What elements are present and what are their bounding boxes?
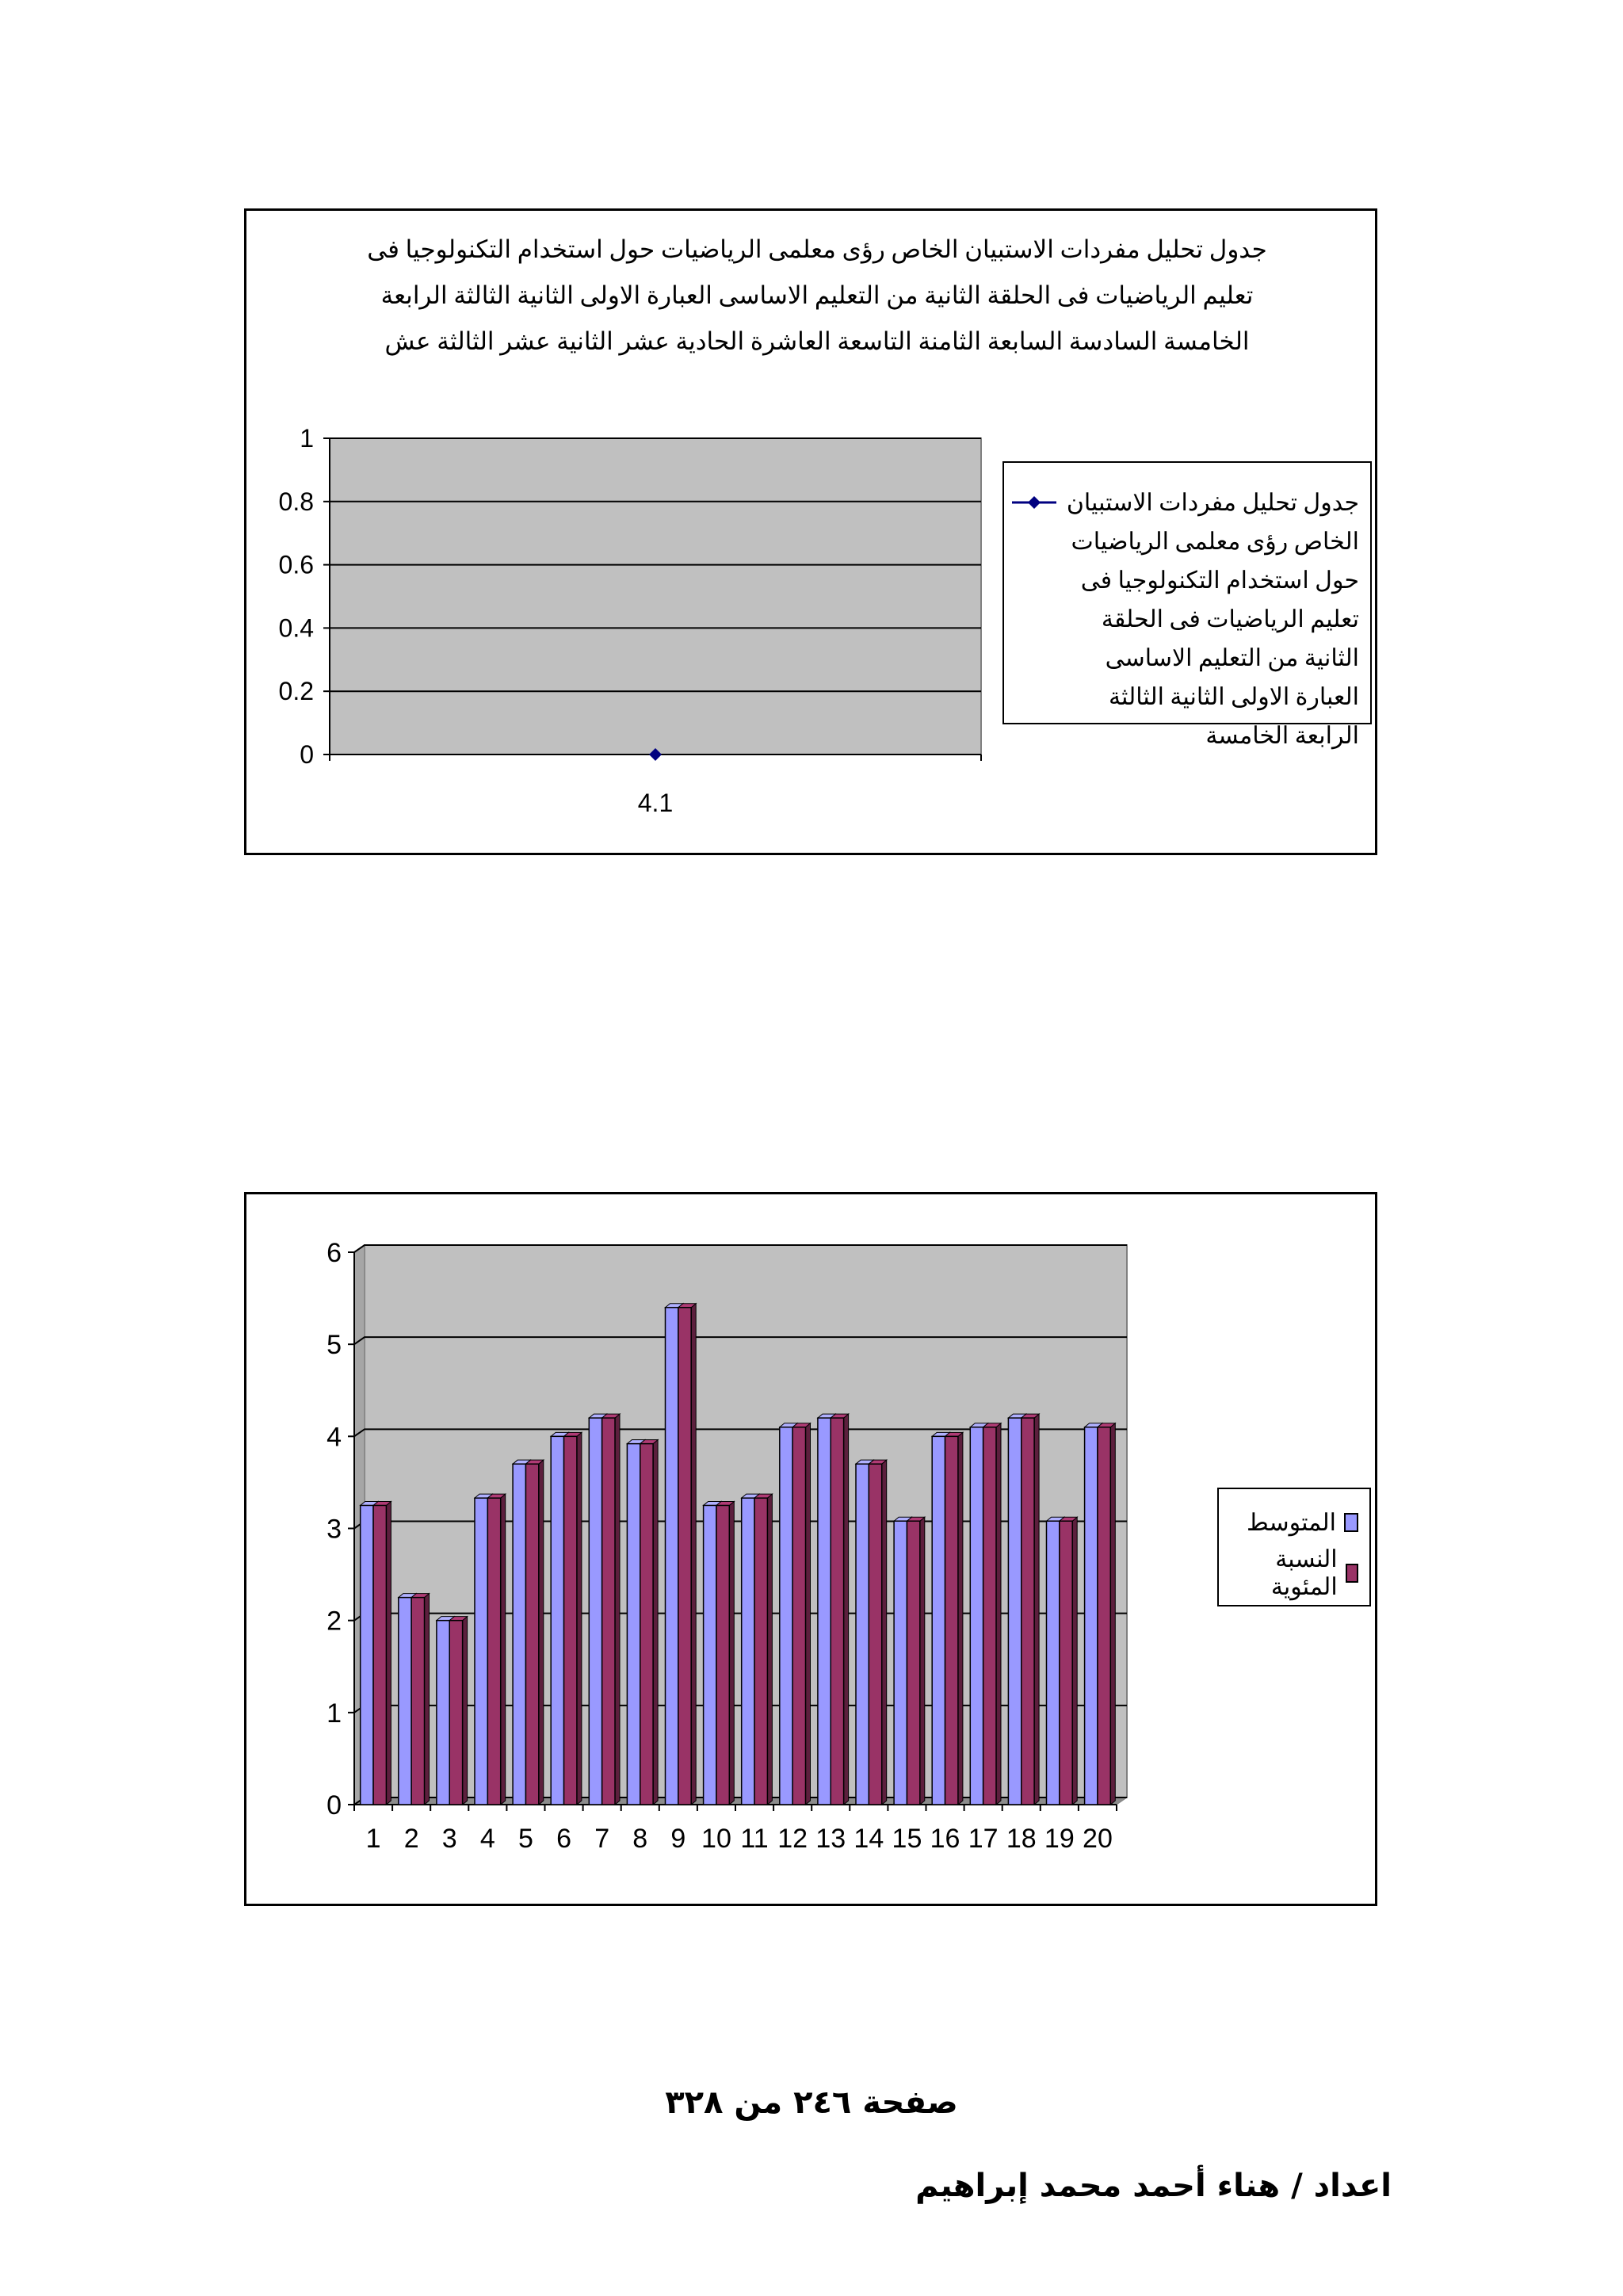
bar-side [882,1460,887,1805]
bar [704,1505,716,1805]
bar [665,1308,678,1805]
bar [894,1521,907,1805]
legend-line-marker [1012,495,1056,510]
bar-side [463,1617,468,1805]
x-tick-label: 10 [701,1824,731,1854]
y-tick-label: 2 [327,1606,342,1637]
y-tick-label: 5 [327,1330,342,1361]
bar [361,1505,373,1805]
bar-chart [246,1194,1375,1904]
author-credit: اعداد / هناء أحمد محمد إبراهيم [915,2168,1392,2204]
line-chart-frame [244,208,1377,855]
x-tick-label: 17 [968,1824,999,1854]
legend-item-average [1247,1507,1358,1538]
y-tick-label: 0 [327,1790,342,1820]
bar-side [996,1423,1001,1805]
y-tick-label: 0.2 [278,677,314,706]
bar [1060,1521,1072,1805]
y-tick-label: 0.8 [278,487,314,516]
bar [716,1505,729,1805]
bar [551,1436,563,1805]
bar [627,1444,640,1805]
x-tick-label: 11 [740,1824,769,1854]
bar [449,1621,462,1805]
bar [907,1521,919,1805]
x-tick-label: 9 [670,1824,686,1854]
page-number: صفحة ٢٤٦ من ٣٢٨ [665,2084,958,2121]
bar-side [501,1494,506,1805]
bar [742,1498,754,1805]
x-tick-label: 14 [854,1824,884,1854]
chart-legend [1217,1488,1371,1606]
bar-side [958,1432,963,1805]
bar [487,1498,500,1805]
bar-side [577,1432,582,1805]
legend-item-percentage [1219,1546,1358,1600]
x-tick-label: 15 [892,1824,922,1854]
y-tick-label: 1 [327,1698,342,1729]
bar [589,1418,601,1805]
legend-label: النسبة المئوية [1270,1546,1338,1600]
bar [437,1621,449,1805]
x-tick-label: 19 [1044,1824,1075,1854]
bar-side [653,1440,658,1805]
y-tick-label: 0 [300,740,314,769]
x-tick-label: 2 [403,1824,419,1854]
x-tick-label: 5 [517,1824,533,1854]
bar-side [844,1414,849,1805]
bar [513,1464,525,1805]
x-tick-label: 20 [1083,1824,1113,1854]
chart-title: جدول تحليل مفردات الاستبيان الخاص رؤى معلمى الرياضيات حول استخدام التكنولوجيا فى تعليم الرياضيات فى الحلقة الثانية من التعليم الاساسى العبارة الاولى الثانية الثالثة الرابعة الخامسة السادسة السابعة الثامنة التاسعة العاشرة الحادية عشر الثانية عشر الثالثة عش [367,235,1267,355]
x-tick-label: 13 [815,1824,846,1854]
bar [1046,1521,1059,1805]
bar [399,1598,411,1805]
bar [640,1444,653,1805]
bar [411,1598,424,1805]
bar [564,1436,577,1805]
x-tick-label: 3 [441,1824,457,1854]
bar-chart-frame [244,1192,1377,1906]
bar-side [425,1594,430,1805]
x-tick-label: 1 [365,1824,381,1854]
bar [1022,1418,1034,1805]
y-tick-label: 1 [300,424,314,453]
y-tick-label: 6 [327,1238,342,1268]
legend-swatch [1344,1513,1358,1532]
bar [831,1418,843,1805]
y-tick-label: 0.4 [278,613,314,643]
x-tick-label: 12 [777,1824,808,1854]
y-tick-label: 3 [327,1514,342,1545]
x-tick-label: 7 [594,1824,610,1854]
bar [932,1436,945,1805]
bar-side [386,1501,391,1805]
bar [856,1464,869,1805]
bar-side [691,1304,696,1805]
bar-side [1110,1423,1115,1805]
bar [780,1427,792,1805]
x-tick-label: 8 [632,1824,648,1854]
bar [983,1427,996,1805]
bar-side [1034,1414,1039,1805]
bar [1085,1427,1098,1805]
bar-side [767,1494,772,1805]
bar-side [920,1517,925,1805]
x-tick-label: 16 [930,1824,960,1854]
bar [945,1436,958,1805]
bar [1008,1418,1021,1805]
bar [754,1498,767,1805]
bar [373,1505,386,1805]
bar [602,1418,615,1805]
legend-series-label: جدول تحليل مفردات الاستبيان الخاص رؤى معلمى الرياضيات حول استخدام التكنولوجيا فى تعليم الرياضيات فى الحلقة الثانية من التعليم الاساسى العبارة الاولى الثانية الثالثة الرابعة الخامسة [1066,490,1359,749]
x-tick-label: 4.1 [637,789,674,817]
x-tick-label: 4 [479,1824,495,1854]
bar [525,1464,538,1805]
y-tick-label: 4 [327,1422,342,1453]
bar-side [615,1414,620,1805]
bar [818,1418,831,1805]
bar [1098,1427,1110,1805]
bar [869,1464,881,1805]
x-tick-label: 18 [1006,1824,1037,1854]
bar [475,1498,487,1805]
bar-side [1072,1517,1077,1805]
y-tick-label: 0.6 [278,550,314,579]
bar [792,1427,805,1805]
bar [970,1427,983,1805]
bar [678,1308,691,1805]
bar-side [539,1460,544,1805]
bar-side [806,1423,811,1805]
legend-swatch [1346,1564,1358,1583]
chart-legend [1002,461,1372,749]
bar-side [729,1501,734,1805]
x-tick-label: 6 [556,1824,572,1854]
plot-area [330,438,981,755]
legend-label: المتوسط [1247,1509,1336,1536]
